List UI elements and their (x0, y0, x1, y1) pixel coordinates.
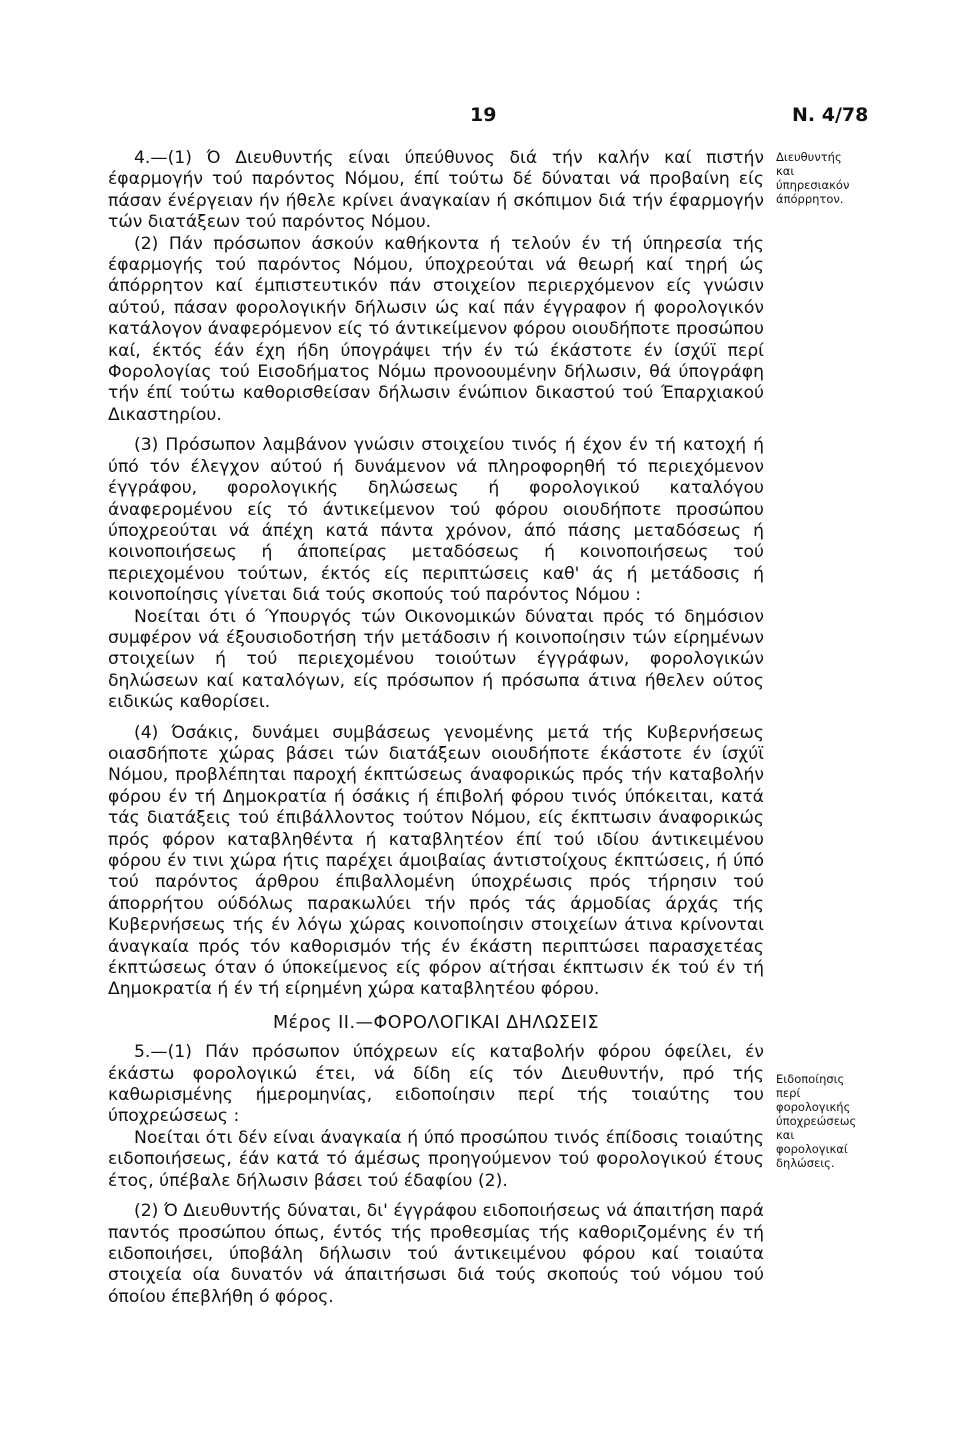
page-number: 19 (470, 104, 497, 126)
paragraph-5-2: (2) Ό Διευθυντής δύναται, δι' έγγράφου ειδοποιήσεως νά άπαιτήση παρά παντός προσώπου όπως, έντός τής προθεσμίας τής καθοριζομένης έν τή ειδοποιήσει, ύποβάλη δήλωσιν τού άντικειμένου φόρου καί τοιαύτα στοιχεία οία δυνατόν νά άπαιτήσωσι διά τούς σκοπούς τού νόμου τού όποίου έπεβλήθη ό φόρος. (108, 1201, 764, 1307)
paragraph-4-3: (3) Πρόσωπον λαμβάνον γνώσιν στοιχείου τινός ή έχον έν τή κατοχή ή ύπό τόν έλεγχον αύτού ή δυνάμενον νά πληροφορηθή τό περιεχόμενον έγγράφου, φορολογικής δηλώσεως ή φορολογικού καταλόγου άναφερομένου είς τό άντικείμενον τού φόρου οιουδήποτε προσώπου ύποχρεούται νά άπέχη κατά πάντα χρόνον, άπό πάσης μεταδόσεως ή κοινοποιήσεως ή άποπείρας μεταδόσεως ή κοινοποιήσεως τού περιεχομένου τούτων, έκτός είς περιπτώσεις καθ' άς ή μετάδοσις ή κοινοποίησις γίνεται διά τούς σκοπούς τού παρόντος Νόμου : (108, 435, 764, 606)
part-heading: Μέρος ΙΙ.—ΦΟΡΟΛΟΓΙΚΑΙ ΔΗΛΩΣΕΙΣ (272, 1012, 600, 1033)
paragraph-4-3-proviso: Νοείται ότι ό Ύπουργός τών Οικονομικών δύναται πρός τό δημόσιον συμφέρον νά έξουσιοδοτήση τήν μετάδοσιν ή κοινοποίησιν τών είρημένων στοιχείων ή τού περιεχομένου τοιούτων έγγράφων, φορολογικών δηλώσεων καί καταλόγων, είς πρόσωπον ή πρόσωπα άτινα ήθελεν ούτος ειδικώς καθορίσει. (108, 606, 764, 713)
paragraph-5-1: 5.—(1) Πάν πρόσωπον ύπόχρεων είς καταβολήν φόρου όφείλει, έν έκάστω φορολογικώ έτει, νά δίδη είς τόν Διευθυντήν, πρό τής καθωρισμένης ήμερομηνίας, ειδοποίησιν περί τής τοιαύτης του ύποχρεώσεως : (108, 1042, 764, 1127)
paragraph-4-4: (4) Όσάκις, δυνάμει συμβάσεως γενομένης μετά τής Κυβερνήσεως οιασδήποτε χώρας βάσει τών διατάξεων οιουδήποτε έκάστοτε έν ίσχύϊ Νόμου, προβλέπηται παροχή έκπτώσεως άναφορικώς πρός τήν καταβολήν φόρου έν τή Δημοκρατία ή όσάκις ή έπιβολή φόρου τινός ύπόκειται, κατά τάς διατάξεις τού έπιβάλλοντος τούτον Νόμου, είς έκπτωσιν άναφορικώς πρός φόρον καταβληθέντα ή καταβλητέον έπί τού ιδίου άντικειμένου φόρου έν τινι χώρα ήτις παρέχει άμοιβαίας άντιστοίχους έκπτώσεις, ή ύπό τού παρόντος άρθρου έπιβαλλομένη ύποχρέωσις πρός τήρησιν τού άπορρήτου ούδόλως παρακωλύει τήν πρός τάς άρμοδίας άρχάς τής Κυβερνήσεως τής έν λόγω χώρας κοινοποίησιν στοιχείων άτινα κρίνονται άναγκαία πρός τόν καθορισμόν τής έν έκάστη περιπτώσει παρασχετέας έκπτώσεως όταν ό ύποκείμενος είς φόρον αίτήσαι έκπτωσιν έκ τού έν τή Δημοκρατία ή έν τή είρημένη χώρα καταβλητέου φόρου. (108, 722, 764, 1000)
margin-note-tax-notification: Ειδοποίησις περί φορολογικής ύποχρεώσεως και φορολογικαί δηλώσεις. (776, 1072, 857, 1170)
paragraph-5-1-proviso: Νοείται ότι δέν είναι άναγκαία ή ύπό προσώπου τινός έπίδοσις τοιαύτης ειδοποιήσεως, έάν κατά τό άμέσως προηγούμενον τού φορολογικού έτους έτος, ύπέβαλε δήλωσιν βάσει τού έδαφίου (2). (108, 1127, 764, 1191)
law-number: N. 4/78 (792, 104, 869, 126)
body-text (108, 148, 764, 1308)
margin-note-director-secrecy: Διευθυντής και ύπηρεσιακόν άπόρρητον. (776, 150, 850, 206)
paragraph-4-1: 4.—(1) Ό Διευθυντής είναι ύπεύθυνος διά τήν καλήν καί πιστήν έφαρμογήν τού παρόντος Νόμου, έπί τούτω δέ δύναται νά προβαίνη είς πάσαν ένέργειαν ήν ήθελε κρίνει άναγκαίαν ή σκόπιμον διά τήν έφαρμογήν τών διατάξεων τού παρόντος Νόμου. (108, 148, 764, 233)
paragraph-4-2: (2) Πάν πρόσωπον άσκούν καθήκοντα ή τελούν έν τή ύπηρεσία τής έφαρμογής τού παρόντος Νόμου, ύποχρεούται νά θεωρή καί τηρή ώς άπόρρητον καί έμπιστευτικόν πάν στοιχείον περιερχόμενον είς γνώσιν αύτού, πάσαν φορολογικήν δήλωσιν ώς καί πάν έγγραφον ή φορολογικόν κατάλογον άναφερόμενον είς τό άντικείμενον φόρου οιουδήποτε προσώπου καί, έκτός έάν έχη ήδη ύπογράψει τήν έν τώ έκάστοτε έν ίσχύϊ περί Φορολογίας τού Εισοδήματος Νόμω προνοουμένην δήλωσιν, θά ύπογράφη τήν έπί τούτω καθορισθείσαν δήλωσιν ένώπιον δικαστού τού Έπαρχιακού Δικαστηρίου. (108, 233, 764, 425)
